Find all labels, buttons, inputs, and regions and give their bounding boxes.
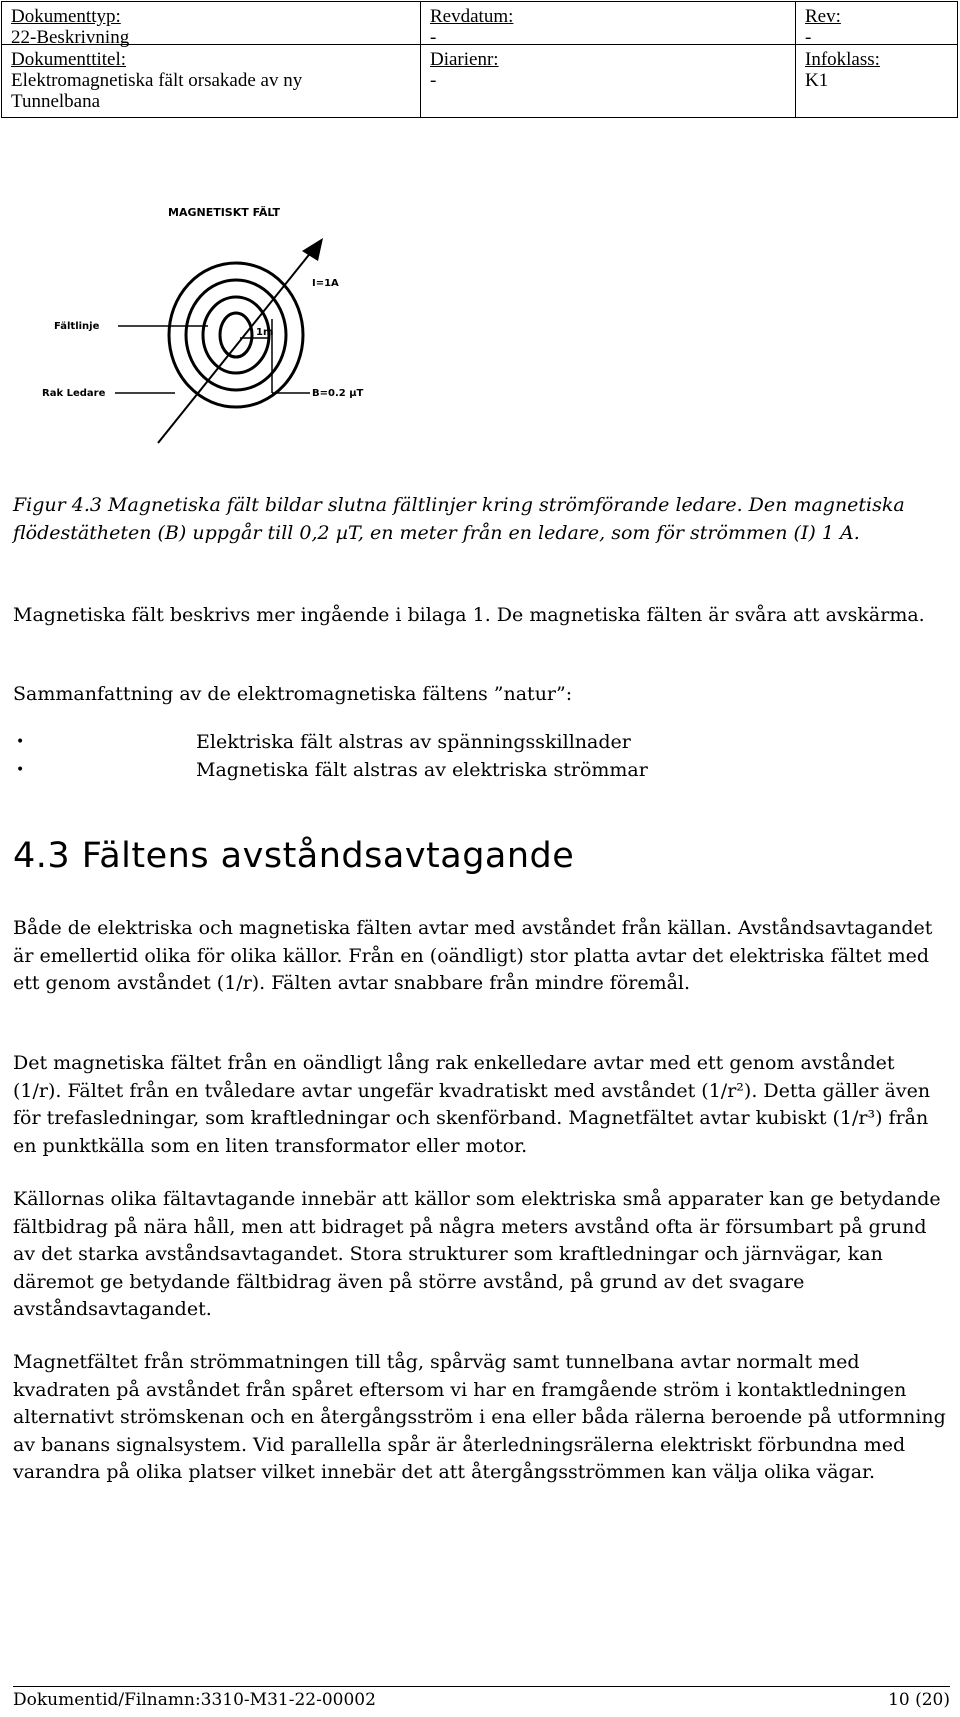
document-header	[1, 1, 958, 118]
header-cell-infoklass	[796, 44, 957, 91]
flux-label: B=0.2 µT	[312, 388, 364, 399]
diarienr-label: Diarienr:	[430, 49, 499, 70]
field-lines	[169, 263, 303, 407]
bullet-text: Elektriska fält alstras av spänningsskillnader	[196, 731, 631, 753]
bullet-icon: •	[16, 734, 25, 750]
footer-page-number: 10 (20)	[888, 1690, 950, 1710]
current-arrow-icon	[302, 238, 323, 261]
rev-value: -	[805, 27, 812, 48]
section-heading: 4.3 Fältens avståndsavtagande	[13, 836, 575, 876]
revdatum-label: Revdatum:	[430, 6, 514, 27]
bullet-text: Magnetiska fält alstras av elektriska strömmar	[196, 759, 648, 781]
fieldline-label: Fältlinje	[54, 321, 100, 332]
distance-label: 1m	[256, 327, 274, 338]
doctitle-label: Dokumenttitel:	[11, 49, 127, 70]
bullet-icon: •	[16, 762, 25, 778]
paragraph-summary-intro: Sammanfattning av de elektromagnetiska fältens ”natur”:	[13, 683, 573, 705]
header-cell-diarienr	[421, 44, 796, 91]
doctype-label: Dokumenttyp:	[11, 6, 121, 27]
paragraph: Det magnetiska fältet från en oändligt lång rak enkelledare avtar med ett genom avståndet (1/r). Fältet från en tvåledare avtar ungefär kvadratiskt med avståndet (1/r²). Detta gäller även för trefasledningar, som kraftledningar och skenförband. Magnetfältet avtar kubiskt (1/r³) från en punktkälla som en liten transformator eller motor.	[13, 1052, 931, 1157]
diarienr-value: -	[430, 70, 437, 91]
revdatum-value: -	[430, 27, 437, 48]
doctype-value: 22-Beskrivning	[11, 27, 130, 48]
figure-title: MAGNETISKT FÄLT	[168, 206, 281, 219]
figure-caption: Figur 4.3 Magnetiska fält bildar slutna fältlinjer kring strömförande ledare. Den magnetiska flödestätheten (B) uppgår till 0,2 µT, en meter från en ledare, som för strömmen (I) 1 A.	[13, 494, 905, 544]
infoklass-value: K1	[805, 70, 829, 91]
paragraph: Källornas olika fältavtagande innebär att källor som elektriska små apparater kan ge betydande fältbidrag på nära håll, men att bidraget på några meters avstånd ofta är försumbart på grund av det starka avståndsavtagandet. Stora strukturer som kraftledningar och järnvägar, kan däremot ge betydande fältbidrag även på större avstånd, på grund av det svagare avståndsavtagandet.	[13, 1188, 941, 1320]
infoklass-label: Infoklass:	[805, 49, 880, 70]
paragraph: Både de elektriska och magnetiska fälten avtar med avståndet från källan. Avståndsavtagandet är emellertid olika för olika källor. Från en (oändligt) stor platta avtar det elektriska fältet med ett genom avståndet (1/r). Fälten avtar snabbare från mindre föremål.	[13, 917, 933, 994]
field-line-outer	[169, 263, 303, 407]
rev-label: Rev:	[805, 6, 841, 27]
footer-doc-id: Dokumentid/Filnamn:3310-M31-22-00002	[13, 1690, 376, 1710]
magnetic-field-figure	[40, 205, 500, 450]
current-label: I=1A	[312, 278, 339, 289]
conductor-label: Rak Ledare	[42, 388, 106, 399]
doctitle-value: Elektromagnetiska fält orsakade av ny Tunnelbana	[11, 70, 303, 112]
paragraph: Magnetfältet från strömmatningen till tåg, spårväg samt tunnelbana avtar normalt med kvadraten på avståndet från spåret eftersom vi har en framgående ström i kontaktledningen alternativt strömskenan och en återgångsström i ena eller båda rälerna beroende på utformning av banans signalsystem. Vid parallella spår är återledningsrälerna elektriskt förbundna med varandra på olika platser vilket innebär det att återgångsströmmen kan välja olika vägar.	[13, 1351, 946, 1483]
paragraph-bilaga: Magnetiska fält beskrivs mer ingående i bilaga 1. De magnetiska fälten är svåra att avskärma.	[13, 604, 925, 626]
field-line-inner	[220, 313, 252, 357]
footer-divider	[13, 1686, 950, 1687]
header-cell-doctitle	[2, 44, 421, 112]
